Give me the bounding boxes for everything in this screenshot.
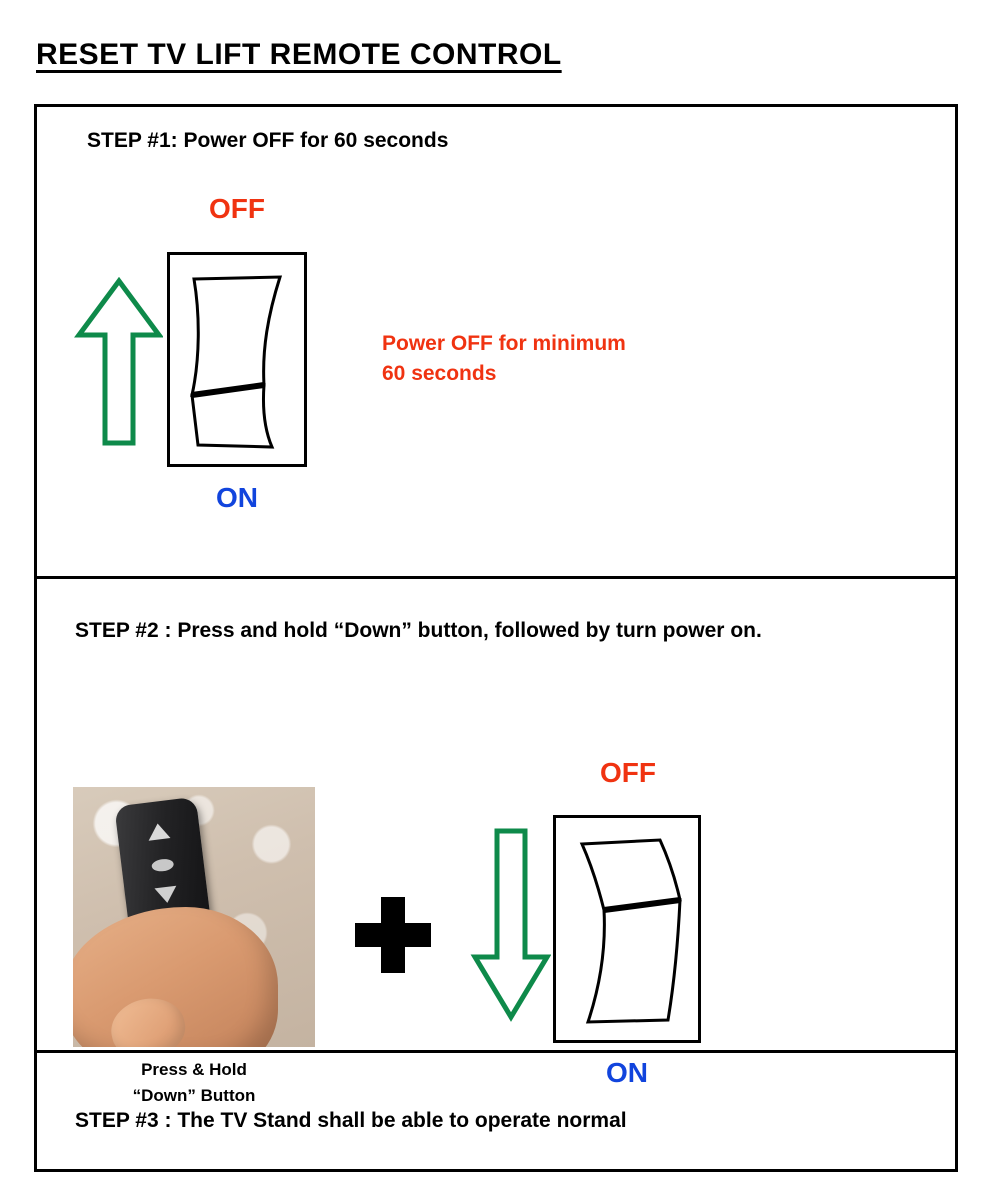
- page-title: RESET TV LIFT REMOTE CONTROL: [36, 38, 562, 71]
- remote-down-button-icon: [154, 886, 178, 905]
- step-1-note-line-1: Power OFF for minimum: [382, 332, 626, 355]
- step-2-off-label: OFF: [600, 757, 656, 788]
- step-3-panel: [37, 1053, 955, 1172]
- step-1-up-arrow-icon: [73, 277, 163, 447]
- step-2-on-label: ON: [606, 1057, 648, 1088]
- step-1-heading: STEP #1: Power OFF for 60 seconds: [87, 129, 449, 152]
- remote-caption-line-2: “Down” Button: [132, 1085, 256, 1105]
- step-2-rocker-icon: [576, 838, 686, 1026]
- step-2-switch-plate[interactable]: [553, 815, 701, 1043]
- step-2-heading: STEP #2 : Press and hold “Down” button, followed by turn power on.: [75, 619, 762, 642]
- remote-caption-line-1: Press & Hold: [141, 1060, 247, 1079]
- step-1-on-label: ON: [216, 482, 258, 513]
- step-2-panel: [37, 579, 955, 1105]
- step-3-heading: STEP #3 : The TV Stand shall be able to operate normal: [75, 1109, 627, 1132]
- steps-frame: [34, 104, 958, 1172]
- step-1-note-line-2: 60 seconds: [382, 362, 497, 386]
- plus-symbol-icon: [355, 897, 431, 973]
- step-1-rocker-icon: [188, 275, 292, 451]
- step-1-switch-plate[interactable]: [167, 252, 307, 467]
- step-1-off-label: OFF: [209, 193, 265, 224]
- remote-stop-button-icon: [151, 858, 174, 873]
- step-1-note: [382, 329, 626, 390]
- step-1-panel: [37, 107, 955, 579]
- step-2-down-arrow-icon: [469, 827, 551, 1023]
- thumb-graphic: [106, 992, 190, 1047]
- remote-photo: [73, 787, 315, 1047]
- remote-up-button-icon: [147, 822, 171, 841]
- hand-graphic: [73, 907, 278, 1047]
